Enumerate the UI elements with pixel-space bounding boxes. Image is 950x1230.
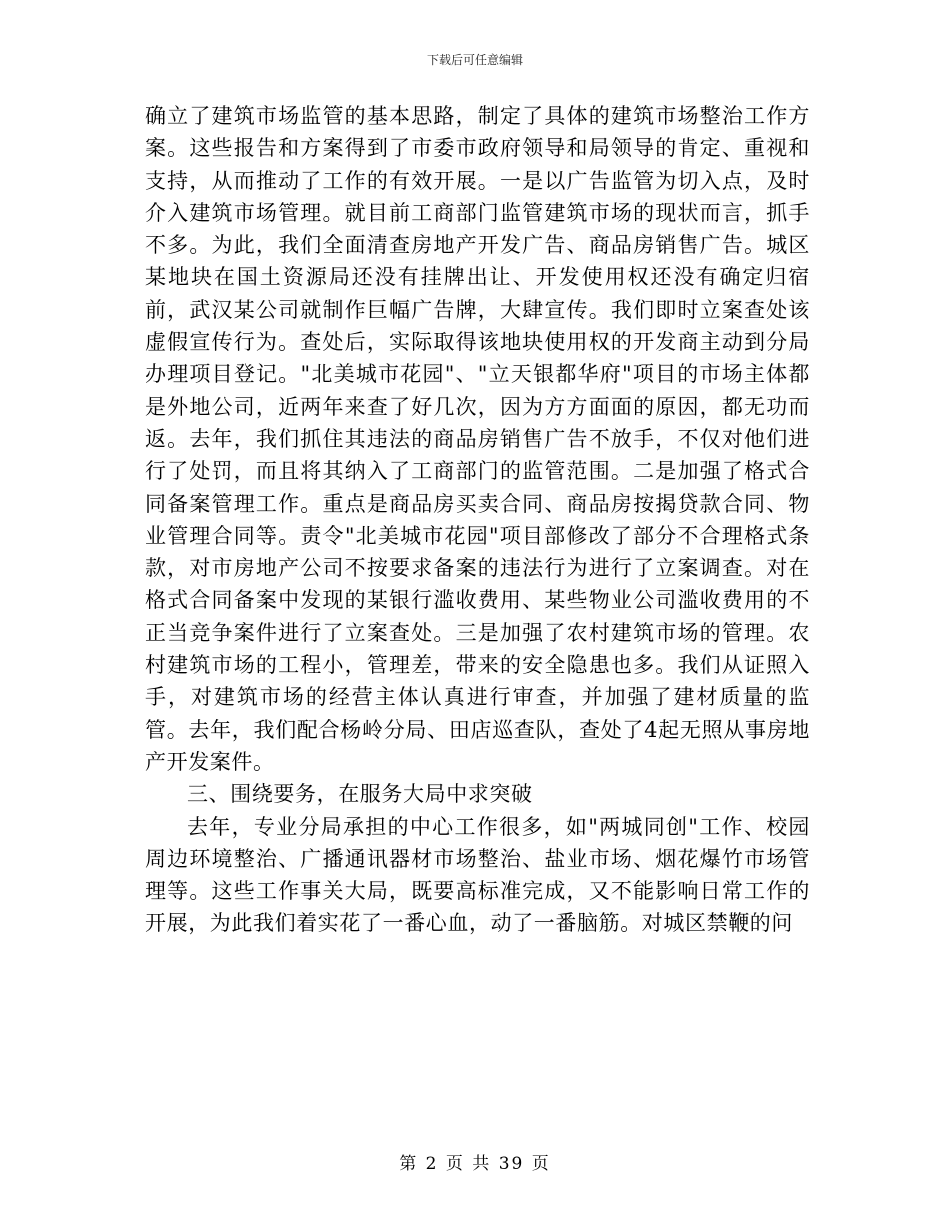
section-heading: 三、围绕要务，在服务大局中求突破 <box>187 782 533 807</box>
page-number: 第 2 页 共 39 页 <box>399 1154 551 1174</box>
page-header-note: 下载后可任意编辑 <box>426 53 523 67</box>
body-paragraph: 确立了建筑市场监管的基本思路，制定了具体的建筑市场整治工作方案。这些报告和方案得到了市委市政府领导和局领导的肯定、重视和支持，从而推动了工作的有效开展。一是以广告监管为切入点，及时介入建筑市场管理。就目前工商部门监管建筑市场的现状而言，抓手不多。为此，我们全面清查房地产开发广告、商品房销售广告。城区某地块在国土资源局还没有挂牌出让、开发使用权还没有确定归宿前，武汉某公司就制作巨幅广告牌，大肆宣传。我们即时立案查处该虚假宣传行为。查处后，实际取得该地块使用权的开发商主动到分局办理项目登记。"北美城市花园"、"立天银都华府"项目的市场主体都是外地公司，近两年来查了好几次，因为方方面面的原因，都无功而返。去年，我们抓住其违法的商品房销售广告不放手，不仅对他们进行了处罚，而且将其纳入了工商部门的监管范围。二是加强了格式合同备案管理工作。重点是商品房买卖合同、商品房按揭贷款合同、物业管理合同等。责令"北美城市花园"项目部修改了部分不合理格式条款，对市房地产公司不按要求备案的违法行为进行了立案调查。对在格式合同备案中发现的某银行滥收费用、某些物业公司滥收费用的不正当竞争案件进行了立案查处。三是加强了农村建筑市场的管理。农村建筑市场的工程小，管理差，带来的安全隐患也多。我们从证照入手，对建筑市场的经营主体认真进行审查，并加强了建材质量的监管。去年，我们配合杨岭分局、田店巡查队，查处了4起无照从事房地产开发案件。 <box>145 104 810 774</box>
document-body <box>145 100 810 940</box>
body-paragraph: 去年，专业分局承担的中心工作很多，如"两城同创"工作、校园周边环境整治、广播通讯器材市场整治、盐业市场、烟花爆竹市场管理等。这些工作事关大局，既要高标准完成，又不能影响日常工作的开展，为此我们着实花了一番心血，动了一番脑筋。对城区禁鞭的问 <box>145 814 810 936</box>
